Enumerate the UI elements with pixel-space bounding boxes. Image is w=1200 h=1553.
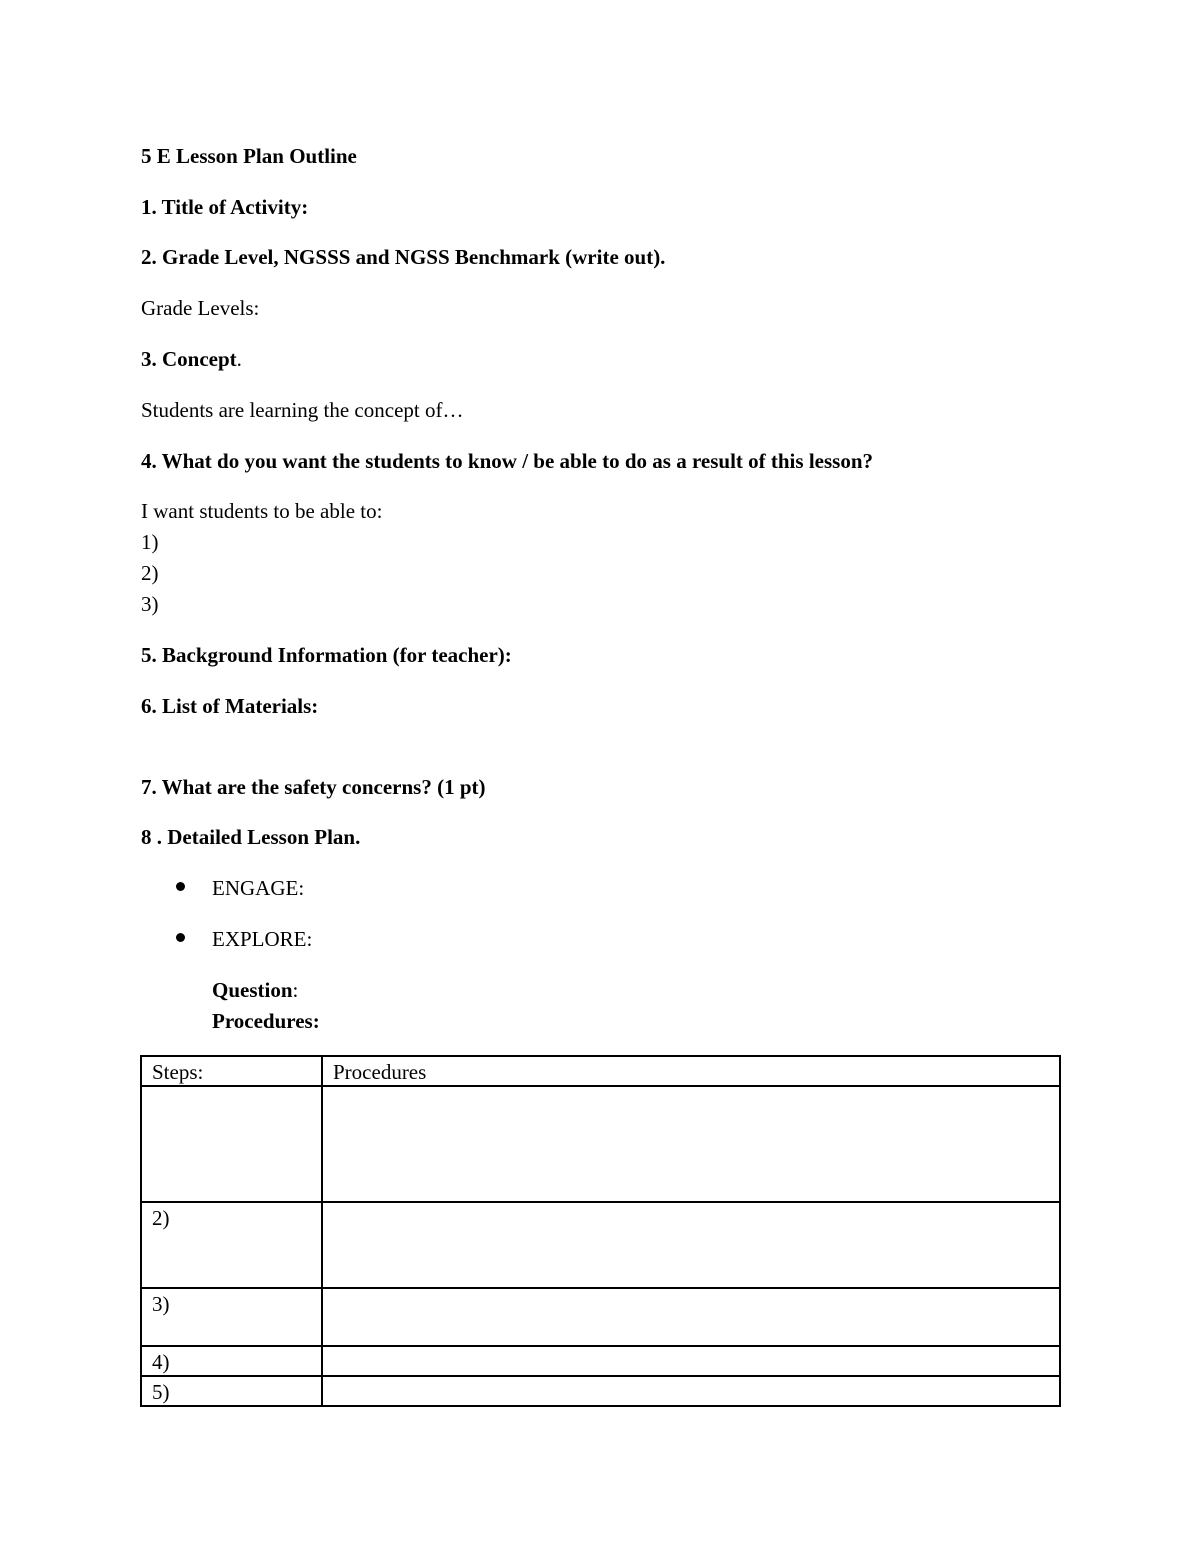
engage-label: ENGAGE — [212, 876, 299, 900]
table-row — [141, 1086, 1060, 1202]
question-5-background: 5. Background Information (for teacher): — [141, 643, 512, 667]
question-8-detailed-plan: 8 . Detailed Lesson Plan. — [141, 825, 361, 849]
question-3-label: 3. Concept — [141, 347, 237, 371]
explore-colon: : — [306, 927, 313, 951]
question-field — [212, 977, 298, 1003]
table-cell-procedure — [322, 1376, 1060, 1406]
objective-item: 1) — [141, 530, 159, 554]
question-3-concept — [141, 346, 242, 372]
document-title: 5 E Lesson Plan Outline — [141, 144, 357, 168]
question-3-period: . — [236, 347, 242, 371]
table-cell-procedure — [322, 1288, 1060, 1346]
question-colon: : — [292, 978, 299, 1002]
table-cell-step — [141, 1086, 322, 1202]
table-header-procedures: Procedures — [322, 1056, 1060, 1086]
explore-label: EXPLORE — [212, 927, 307, 951]
table-header-steps: Steps: — [141, 1056, 322, 1086]
question-7-safety: 7. What are the safety concerns? (1 pt) — [141, 775, 486, 799]
table-cell-step: 3) — [141, 1288, 322, 1346]
table-row — [141, 1376, 1060, 1406]
engage-item — [212, 875, 304, 901]
engage-colon: : — [298, 876, 305, 900]
question-1-title-of-activity: 1. Title of Activity: — [141, 195, 309, 219]
question-label: Question — [212, 978, 293, 1002]
table-cell-step: 2) — [141, 1202, 322, 1288]
question-4-objectives: 4. What do you want the students to know / be able to do as a result of this lesson? — [141, 449, 873, 473]
grade-levels-label: Grade Levels: — [141, 296, 260, 320]
question-2-grade-level: 2. Grade Level, NGSSS and NGSS Benchmark (write out). — [141, 245, 666, 269]
table-header-row — [141, 1056, 1060, 1086]
table-row — [141, 1288, 1060, 1346]
table-row — [141, 1202, 1060, 1288]
table-row — [141, 1346, 1060, 1376]
procedures-table — [140, 1055, 1061, 1407]
table-cell-step: 4) — [141, 1346, 322, 1376]
table-cell-procedure — [322, 1346, 1060, 1376]
objective-item: 3) — [141, 592, 159, 616]
table-cell-step: 5) — [141, 1376, 322, 1406]
table-cell-procedure — [322, 1202, 1060, 1288]
objective-item: 2) — [141, 561, 159, 585]
objectives-intro: I want students to be able to: — [141, 499, 383, 523]
procedures-label: Procedures: — [212, 1009, 320, 1033]
table-cell-procedure — [322, 1086, 1060, 1202]
question-6-materials: 6. List of Materials: — [141, 694, 319, 718]
concept-text: Students are learning the concept of… — [141, 398, 464, 422]
bullet-icon — [176, 882, 185, 891]
explore-item — [212, 926, 312, 952]
bullet-icon — [176, 933, 185, 942]
